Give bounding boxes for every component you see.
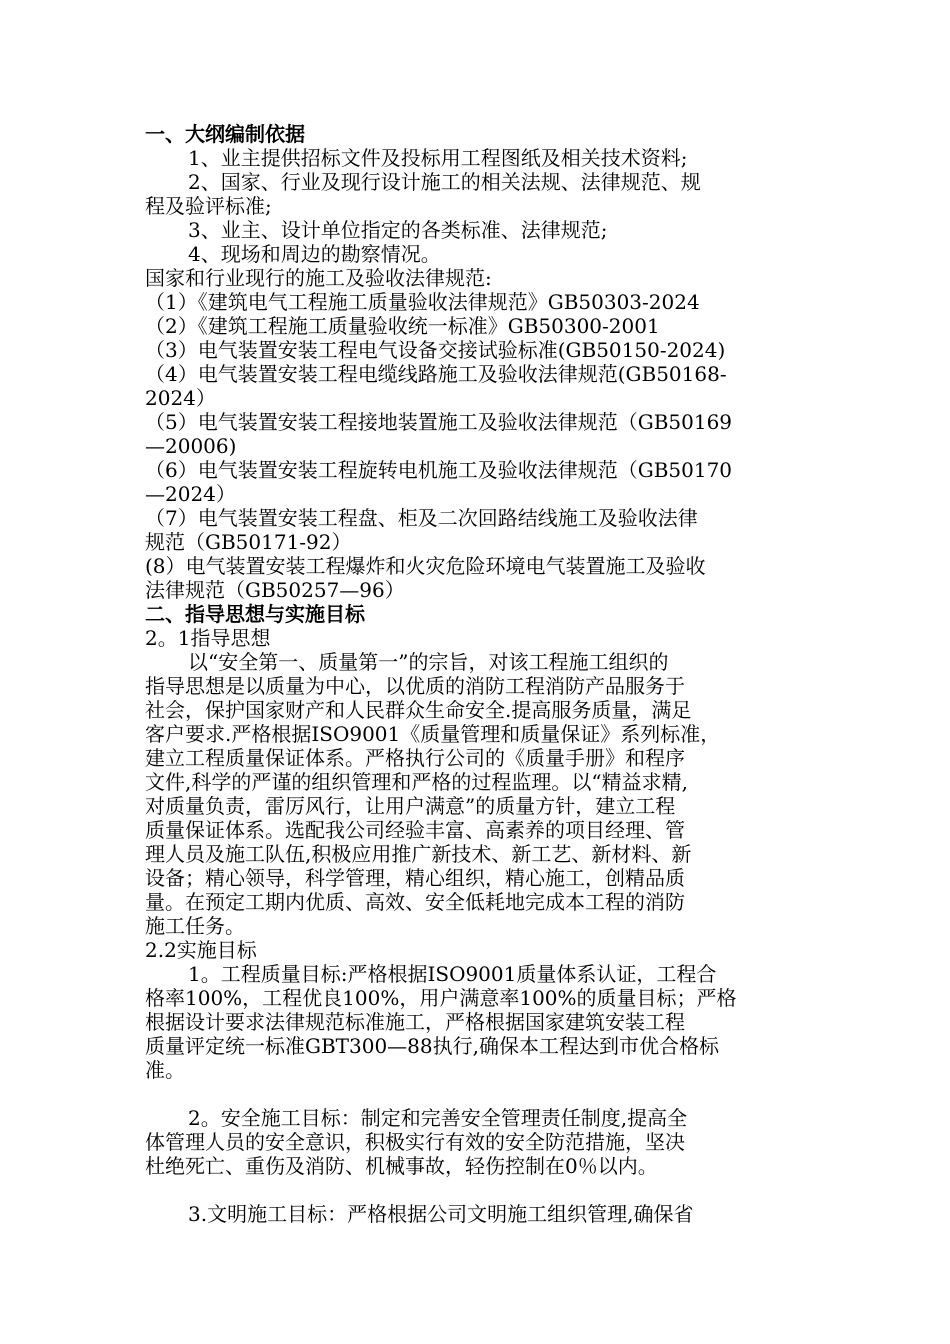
text-line: （1）《建筑电气工程施工质量验收法律规范》GB50303-2024 — [145, 290, 700, 314]
text-line: 理人员及施工队伍,积极应用推广新技术、新工艺、新材料、新 — [145, 842, 692, 866]
section-heading: 二、指导思想与实施目标 — [145, 602, 365, 626]
text-line: 设备；精心领导，科学管理，精心组织，精心施工，创精品质 — [145, 866, 685, 890]
text-line: （5）电气装置安装工程接地装置施工及验收法律规范（GB50169 — [145, 410, 733, 434]
text-line: 施工任务。 — [145, 914, 245, 938]
text-line: —2024） — [145, 482, 236, 506]
text-line: 1、业主提供招标文件及投标用工程图纸及相关技术资料; — [188, 146, 688, 170]
text-line: 1。工程质量目标:严格根据ISO9001质量体系认证，工程合 — [188, 962, 717, 986]
text-line: 4、现场和周边的勘察情况。 — [188, 242, 441, 266]
text-line: 质量评定统一标准GBT300—88执行,确保本工程达到市优合格标 — [145, 1034, 719, 1058]
text-line: 客户要求.严格根据ISO9001《质量管理和质量保证》系列标准， — [145, 722, 721, 746]
text-line: 2。1指导思想 — [145, 626, 271, 650]
text-line: 2。安全施工目标：制定和完善安全管理责任制度,提高全 — [188, 1106, 688, 1130]
text-line: 质量保证体系。选配我公司经验丰富、高素养的项目经理、管 — [145, 818, 685, 842]
text-line: 2、国家、行业及现行设计施工的相关法规、法律规范、规 — [188, 170, 701, 194]
text-line: 体管理人员的安全意识，积极实行有效的安全防范措施，坚决 — [145, 1130, 685, 1154]
text-line: 3、业主、设计单位指定的各类标准、法律规范; — [188, 218, 608, 242]
section-heading: 一、大纲编制依据 — [145, 122, 305, 146]
text-line: —20006) — [145, 434, 237, 458]
text-line: 文件,科学的严谨的组织管理和严格的过程监理。以“精益求精, — [145, 770, 688, 794]
text-line: 准。 — [145, 1058, 185, 1082]
text-line: 量。在预定工期内优质、高效、安全低耗地完成本工程的消防 — [145, 890, 685, 914]
text-line: （2）《建筑工程施工质量验收统一标准》GB50300-2001 — [145, 314, 660, 338]
text-line: 以“安全第一、质量第一”的宗旨，对该工程施工组织的 — [188, 650, 669, 674]
text-line: 规范（GB50171-92） — [145, 530, 352, 554]
text-line: 法律规范（GB50257—96） — [145, 578, 405, 602]
document-body — [145, 122, 813, 1226]
text-line: 社会，保护国家财产和人民群众生命安全.提高服务质量，满足 — [145, 698, 692, 722]
text-line: 格率100%，工程优良100%，用户满意率100%的质量目标；严格 — [145, 986, 737, 1010]
spacer — [145, 1082, 813, 1106]
text-line: 对质量负责，雷厉风行，让用户满意”的质量方针，建立工程 — [145, 794, 676, 818]
text-line: 指导思想是以质量为中心，以优质的消防工程消防产品服务于 — [145, 674, 685, 698]
text-line: 2024） — [145, 386, 216, 410]
spacer — [145, 1178, 813, 1202]
text-line: 3.文明施工目标：严格根据公司文明施工组织管理,确保省 — [188, 1202, 694, 1226]
text-line: （3）电气装置安装工程电气设备交接试验标准(GB50150-2024) — [145, 338, 726, 362]
text-line: （7）电气装置安装工程盘、柜及二次回路结线施工及验收法律 — [145, 506, 698, 530]
text-line: 2.2实施目标 — [145, 938, 257, 962]
text-line: 杜绝死亡、重伤及消防、机械事故，轻伤控制在0％以内。 — [145, 1154, 658, 1178]
text-line: (8）电气装置安装工程爆炸和火灾危险环境电气装置施工及验收 — [145, 554, 706, 578]
text-line: 程及验评标准; — [145, 194, 272, 218]
text-line: 国家和行业现行的施工及验收法律规范: — [145, 266, 492, 290]
text-line: 建立工程质量保证体系。严格执行公司的《质量手册》和程序 — [145, 746, 685, 770]
text-line: （4）电气装置安装工程电缆线路施工及验收法律规范(GB50168- — [145, 362, 727, 386]
text-line: （6）电气装置安装工程旋转电机施工及验收法律规范（GB50170 — [145, 458, 733, 482]
text-line: 根据设计要求法律规范标准施工，严格根据国家建筑安装工程 — [145, 1010, 685, 1034]
